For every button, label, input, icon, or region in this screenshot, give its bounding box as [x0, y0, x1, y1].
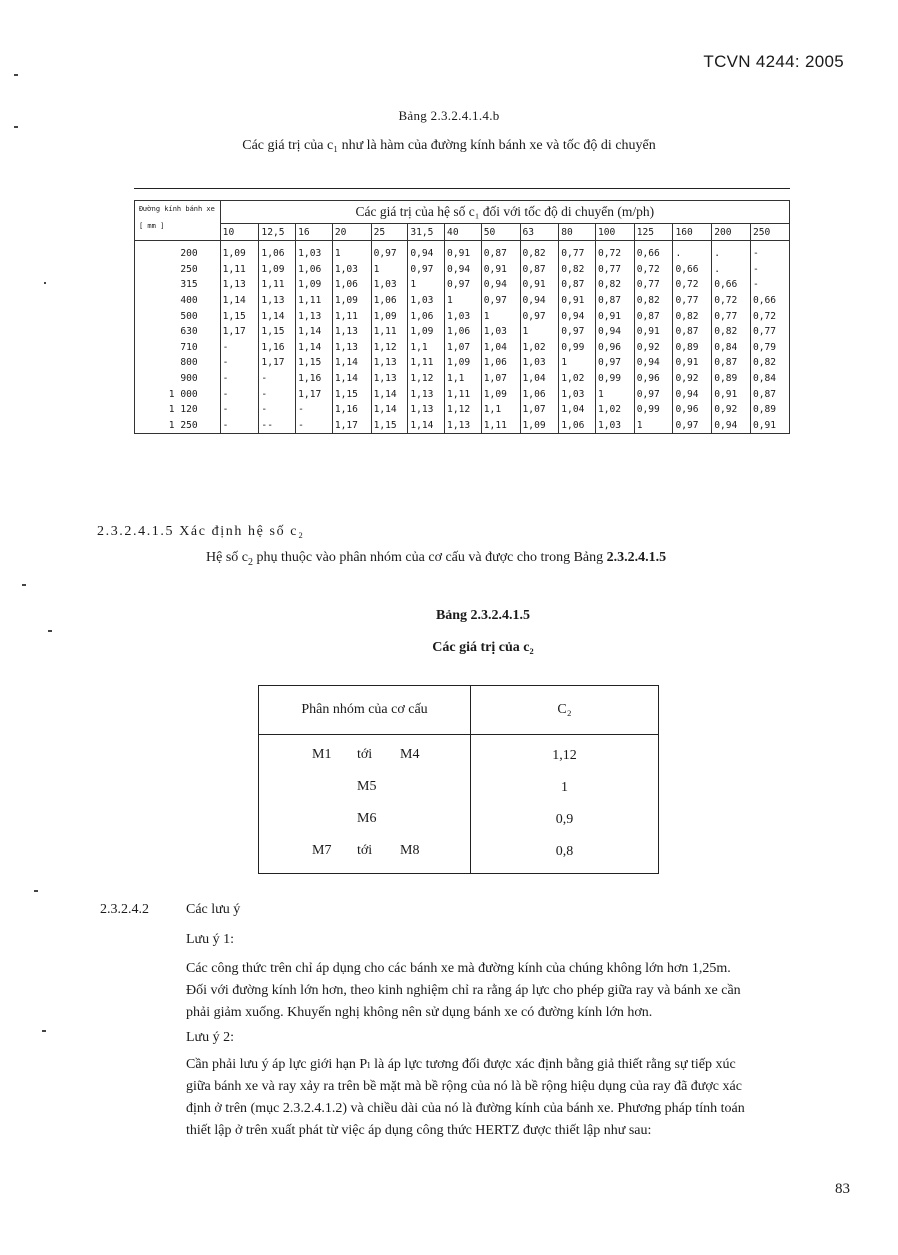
c1-value-cell: 0,91	[712, 386, 751, 402]
c1-value-cell: 0,94	[445, 262, 482, 278]
group-cell	[259, 772, 471, 804]
c1-value-cell: 1	[371, 262, 408, 278]
c1-value-cell: 0,96	[673, 402, 712, 418]
note2-line: định ở trên (mục 2.3.2.4.1.2) và chiều dài của nó là đường kính của bánh xe. Phương pháp tính toán	[186, 1101, 745, 1116]
c1-value-cell: 0,72	[634, 262, 673, 278]
group-part: M7	[312, 843, 332, 858]
diameter-cell: 710	[135, 340, 221, 356]
c1-value-cell: 1,03	[332, 262, 371, 278]
c1-value-cell: 0,94	[595, 324, 634, 340]
c1-value-cell: 1,09	[259, 262, 296, 278]
table-row	[135, 293, 790, 309]
standard-code: TCVN 4244: 2005	[703, 52, 844, 71]
c2-value-cell: 1,12	[552, 748, 577, 763]
c1-value-cell: 0,91	[520, 277, 559, 293]
c1-value-cell: -	[296, 402, 333, 418]
diameter-cell: 1 000	[135, 386, 221, 402]
c1-value-cell: 1,15	[259, 324, 296, 340]
speed-header-cell: 12,5	[259, 224, 296, 241]
c1-value-cell: 1,15	[332, 386, 371, 402]
c1-value-cell: 1,09	[371, 308, 408, 324]
c1-value-cell: 1,06	[481, 355, 520, 371]
c1-value-cell: 0,99	[595, 371, 634, 387]
c1-value-cell: 0,91	[481, 262, 520, 278]
c1-value-cell: 1,07	[445, 340, 482, 356]
c1-value-cell: 1,02	[520, 340, 559, 356]
c1-value-cell: 1	[595, 386, 634, 402]
c1-value-cell: 1,06	[520, 386, 559, 402]
diameter-cell: 200	[135, 241, 221, 262]
c1-value-cell: 1,02	[559, 371, 596, 387]
c1-value-cell: 1,03	[408, 293, 445, 309]
c1-value-cell: 1,11	[481, 418, 520, 434]
scan-speck	[44, 282, 46, 284]
c1-value-cell: 0,91	[559, 293, 596, 309]
c1-value-cell: 1,07	[481, 371, 520, 387]
c1-value-cell: 0,94	[634, 355, 673, 371]
speed-header-cell: 200	[712, 224, 751, 241]
c2-value-cell: 0,9	[555, 812, 574, 827]
c1-value-cell: 1,06	[445, 324, 482, 340]
c1-value-cell: 0,94	[559, 308, 596, 324]
speed-header-cell: 40	[445, 224, 482, 241]
c1-value-cell: 0,91	[445, 241, 482, 262]
c1-value-cell: 1,13	[332, 340, 371, 356]
c1-value-cell: 0,82	[595, 277, 634, 293]
table1-body	[135, 241, 790, 434]
c1-value-cell: 0,91	[750, 418, 789, 434]
c1-value-cell: 0,97	[481, 293, 520, 309]
speed-header-row	[135, 224, 790, 241]
c1-value-cell: 1,12	[408, 371, 445, 387]
scan-speck	[14, 74, 18, 76]
c1-value-cell: 1,12	[371, 340, 408, 356]
c1-value-cell: 0,97	[445, 277, 482, 293]
c1-value-cell: 0,72	[712, 293, 751, 309]
c1-value-cell: -	[750, 241, 789, 262]
c1-value-cell: 1,03	[559, 386, 596, 402]
c1-value-cell: 1,06	[559, 418, 596, 434]
diameter-cell: 900	[135, 371, 221, 387]
scan-speck	[14, 126, 18, 128]
diameter-cell: 1 120	[135, 402, 221, 418]
notes-section-number: 2.3.2.4.2	[100, 902, 149, 917]
c1-value-cell: 0,82	[673, 308, 712, 324]
group-part: M8	[400, 843, 420, 858]
note2-line: Cần phải lưu ý áp lực giới hạn Pₗ là áp lực tương đối được xác định bằng giả thiết rằng sự tiếp xúc	[186, 1057, 736, 1072]
c1-value-cell: 1,13	[445, 418, 482, 434]
table1-top-rule	[134, 188, 790, 189]
c1-value-cell: 0,66	[750, 293, 789, 309]
table-row	[135, 418, 790, 434]
c1-value-cell: 0,79	[750, 340, 789, 356]
c1-value-cell: 1,13	[220, 277, 259, 293]
c1-value-cell: 0,87	[712, 355, 751, 371]
c1-value-cell: -	[259, 371, 296, 387]
c2-value-cell: 0,8	[555, 844, 574, 859]
c1-value-cell: 0,96	[595, 340, 634, 356]
c1-value-cell: 0,92	[673, 371, 712, 387]
table-row	[135, 371, 790, 387]
c1-value-cell: 0,92	[634, 340, 673, 356]
c1-value-cell: 1,09	[520, 418, 559, 434]
c1-value-cell: -	[220, 386, 259, 402]
c1-value-cell: 1,09	[296, 277, 333, 293]
c1-value-cell: 1,09	[481, 386, 520, 402]
c1-value-cell: 0,66	[634, 241, 673, 262]
c1-value-cell: 0,84	[712, 340, 751, 356]
c1-value-cell: 0,96	[634, 371, 673, 387]
c1-value-cell: 0,97	[520, 308, 559, 324]
table-row	[135, 308, 790, 324]
c1-value-cell: 1,09	[220, 241, 259, 262]
c1-value-cell: 1,09	[332, 293, 371, 309]
group-label	[260, 773, 469, 803]
c1-value-cell: 0,87	[520, 262, 559, 278]
c1-value-cell: 1,11	[445, 386, 482, 402]
c1-value-cell: 1,13	[371, 355, 408, 371]
group-part: M5	[357, 779, 377, 794]
c1-value-cell: 1,13	[296, 308, 333, 324]
c1-value-cell: 1,11	[296, 293, 333, 309]
c1-value-cell: 1,14	[332, 371, 371, 387]
c1-value-cell: 1,09	[445, 355, 482, 371]
speed-header-cell: 25	[371, 224, 408, 241]
c1-value-cell: 1,17	[259, 355, 296, 371]
notes-section-title: Các lưu ý	[186, 902, 241, 917]
table-row	[135, 241, 790, 262]
c1-value-cell: 1,06	[408, 308, 445, 324]
group-part: tới	[357, 843, 373, 858]
c1-value-cell: 0,92	[712, 402, 751, 418]
c1-value-cell: 1,17	[296, 386, 333, 402]
row-header-cell	[135, 201, 221, 241]
table2-caption: Bảng 2.3.2.4.1.5	[435, 608, 531, 623]
c1-value-cell: 1,04	[520, 371, 559, 387]
c1-value-cell: .	[712, 262, 751, 278]
c1-value-cell: 0,66	[712, 277, 751, 293]
c1-value-cell: 0,94	[408, 241, 445, 262]
c1-value-cell: 0,77	[673, 293, 712, 309]
note1-label: Lưu ý 1:	[186, 932, 235, 947]
c1-value-cell: 0,82	[712, 324, 751, 340]
c1-value-cell: 1,16	[296, 371, 333, 387]
group-part: M6	[357, 811, 377, 826]
c1-value-cell: 1,11	[332, 308, 371, 324]
c1-value-cell: 1,04	[481, 340, 520, 356]
c1-value-cell: 1,1	[445, 371, 482, 387]
c1-value-cell: 1,13	[408, 386, 445, 402]
speed-header-cell: 16	[296, 224, 333, 241]
note1-line: Các công thức trên chỉ áp dụng cho các bánh xe mà đường kính của chúng không lớn hơn 1,25m.	[186, 961, 731, 976]
c1-value-cell: 0,72	[595, 241, 634, 262]
c1-value-cell: 0,87	[673, 324, 712, 340]
c1-value-cell: 1	[445, 293, 482, 309]
c1-value-cell: 1,03	[296, 241, 333, 262]
c1-value-cell: 1	[559, 355, 596, 371]
speed-header-cell: 31,5	[408, 224, 445, 241]
diameter-cell: 630	[135, 324, 221, 340]
c1-value-cell: 0,91	[595, 308, 634, 324]
c1-value-cell: 0,82	[520, 241, 559, 262]
speed-header-cell: 250	[750, 224, 789, 241]
note2-line: giữa bánh xe và ray xảy ra trên bề mặt mà bề rộng của nó là bề rộng hiệu dụng của ray đã được xác	[186, 1079, 742, 1094]
note1-line: phải giảm xuống. Khuyến nghị không nên sử dụng bánh xe có đường kính lớn hơn.	[186, 1005, 653, 1020]
c1-value-cell: 1,06	[259, 241, 296, 262]
diameter-cell: 1 250	[135, 418, 221, 434]
c1-value-cell: -	[296, 418, 333, 434]
c1-value-cell: 1,14	[220, 293, 259, 309]
table-row	[135, 262, 790, 278]
c1-value-cell: 0,89	[712, 371, 751, 387]
speed-header-cell: 80	[559, 224, 596, 241]
group-part: M4	[400, 747, 420, 762]
c1-value-cell: 1,14	[332, 355, 371, 371]
c1-value-cell: 0,87	[559, 277, 596, 293]
c1-value-cell: 0,72	[750, 308, 789, 324]
c1-value-cell: 0,77	[750, 324, 789, 340]
c1-value-cell: 1	[408, 277, 445, 293]
c1-value-cell: 1,03	[520, 355, 559, 371]
speed-header-cell: 100	[595, 224, 634, 241]
c1-value-cell: 1,1	[481, 402, 520, 418]
table-row	[135, 340, 790, 356]
table-row	[259, 804, 659, 836]
c1-value-cell: 1,11	[408, 355, 445, 371]
c1-value-cell: 1,04	[559, 402, 596, 418]
c1-value-cell: 1,07	[520, 402, 559, 418]
c1-value-cell: 1,13	[259, 293, 296, 309]
scan-speck	[22, 584, 26, 586]
group-part: M1	[312, 747, 332, 762]
diameter-cell: 250	[135, 262, 221, 278]
c1-value-cell: --	[259, 418, 296, 434]
c1-value-cell: 1,06	[296, 262, 333, 278]
note1-text	[186, 958, 848, 1024]
table1-subcaption: Các giá trị của c₁ như là hàm của đường kính bánh xe và tốc độ di chuyển	[242, 138, 656, 153]
table-row	[135, 277, 790, 293]
diameter-cell: 800	[135, 355, 221, 371]
c1-value-cell: -	[220, 371, 259, 387]
c1-value-cell: 0,87	[481, 241, 520, 262]
c1-value-cell: 1,17	[332, 418, 371, 434]
c1-value-cell: 0,94	[520, 293, 559, 309]
c1-value-cell: 0,99	[634, 402, 673, 418]
c1-value-cell: 0,82	[750, 355, 789, 371]
table-row	[259, 836, 659, 874]
c1-value-cell: 0,77	[559, 241, 596, 262]
c1-value-cell: 0,91	[634, 324, 673, 340]
c1-value-cell: -	[750, 277, 789, 293]
table-row	[135, 402, 790, 418]
group-part: tới	[357, 747, 373, 762]
c1-value-cell: 1	[481, 308, 520, 324]
c1-value-cell: 1	[520, 324, 559, 340]
c1-value-cell: 0,77	[712, 308, 751, 324]
c1-value-cell: 0,94	[712, 418, 751, 434]
table-row	[259, 772, 659, 804]
note1-line: Đối với đường kính lớn hơn, theo kinh nghiệm chỉ ra rằng áp lực cho phép giữa ray và bánh xe cần	[186, 983, 741, 998]
c1-value-cell: 1,11	[220, 262, 259, 278]
speed-header-cell: 160	[673, 224, 712, 241]
c1-value-cell: 0,99	[559, 340, 596, 356]
group-cell	[259, 836, 471, 874]
c1-value-cell: -	[220, 418, 259, 434]
c1-value-cell: 0,94	[481, 277, 520, 293]
c1-value-cell: .	[712, 241, 751, 262]
row-header-unit: [ mm ]	[139, 222, 165, 230]
table2-title: Các giá trị của c₂	[432, 640, 534, 655]
column-title: Các giá trị của hệ số c₁ đối với tốc độ di chuyển (m/ph)	[220, 201, 789, 224]
row-header-label: Đường kính bánh xe	[139, 205, 215, 213]
c1-value-cell: 1,15	[371, 418, 408, 434]
speed-header-cell: 63	[520, 224, 559, 241]
c1-value-cell: 1,13	[371, 371, 408, 387]
c1-value-cell: 1,03	[481, 324, 520, 340]
c1-value-cell: 1,1	[408, 340, 445, 356]
diameter-cell: 315	[135, 277, 221, 293]
speed-header-cell: 125	[634, 224, 673, 241]
c1-value-cell: 0,97	[595, 355, 634, 371]
c1-value-cell: -	[259, 402, 296, 418]
c1-value-cell: 1,16	[332, 402, 371, 418]
c1-value-cell: 0,89	[750, 402, 789, 418]
c1-value-cell: 1,14	[296, 324, 333, 340]
group-label	[260, 837, 469, 867]
scan-speck	[48, 630, 52, 632]
diameter-cell: 500	[135, 308, 221, 324]
table-row	[259, 735, 659, 773]
scan-speck	[34, 890, 38, 892]
c1-value-cell: 1,14	[408, 418, 445, 434]
c1-value-cell: 1	[332, 241, 371, 262]
c1-value-cell: 0,77	[595, 262, 634, 278]
c1-value-cell: 1,15	[220, 308, 259, 324]
c1-value-cell: 0,94	[673, 386, 712, 402]
group-label	[260, 805, 469, 835]
page-number: 83	[835, 1181, 850, 1197]
speed-header-cell: 10	[220, 224, 259, 241]
c1-value-cell: 1,02	[595, 402, 634, 418]
c1-value-cell: 0,97	[559, 324, 596, 340]
c1-value-cell: 0,77	[634, 277, 673, 293]
c1-value-cell: 1,06	[332, 277, 371, 293]
c1-value-cell: 1	[634, 418, 673, 434]
c1-value-cell: -	[220, 355, 259, 371]
c1-value-cell: -	[220, 402, 259, 418]
c1-value-cell: 0,82	[634, 293, 673, 309]
table-row	[135, 355, 790, 371]
c1-value-cell: 0,97	[371, 241, 408, 262]
table1-caption: Bảng 2.3.2.4.1.4.b	[398, 108, 500, 123]
c1-value-cell: 1,15	[296, 355, 333, 371]
c1-value-cell: 1,11	[371, 324, 408, 340]
diameter-cell: 400	[135, 293, 221, 309]
c1-value-cell: 0,66	[673, 262, 712, 278]
c1-value-cell: -	[750, 262, 789, 278]
group-label	[260, 741, 469, 771]
c1-value-cell: 1,06	[371, 293, 408, 309]
c1-value-cell: 1,03	[371, 277, 408, 293]
c1-value-cell: 0,82	[559, 262, 596, 278]
c1-value-cell: 1,14	[259, 308, 296, 324]
section-c2-body: Hệ số $c_2$ phụ thuộc vào phân nhóm của cơ cấu và được cho trong Bảng 2.3.2.4.1.5	[206, 550, 667, 568]
table-row	[135, 324, 790, 340]
c1-value-cell: 0,87	[750, 386, 789, 402]
c1-value-cell: 0,91	[673, 355, 712, 371]
c1-value-cell: 1,13	[408, 402, 445, 418]
c1-value-cell: 1,03	[445, 308, 482, 324]
c1-value-cell: 0,97	[634, 386, 673, 402]
speed-header-cell: 20	[332, 224, 371, 241]
c1-value-cell: 0,87	[595, 293, 634, 309]
section-c2-heading: 2.3.2.4.1.5 Xác định hệ số c₂	[97, 524, 305, 539]
c1-value-cell: -	[259, 386, 296, 402]
c1-value-cell: 1,16	[259, 340, 296, 356]
c1-value-cell: 1,03	[595, 418, 634, 434]
group-cell	[259, 735, 471, 773]
c1-value-cell: 0,97	[408, 262, 445, 278]
table2	[258, 685, 659, 874]
table2-col-b-header: C₂	[471, 686, 659, 735]
c1-value-cell: 1,12	[445, 402, 482, 418]
table-row	[135, 386, 790, 402]
c1-value-cell: 1,14	[371, 402, 408, 418]
table2-col-a-header: Phân nhóm của cơ cấu	[259, 686, 471, 735]
c1-value-cell: 1,14	[371, 386, 408, 402]
c1-value-cell: 1,14	[296, 340, 333, 356]
c1-value-cell: 0,72	[673, 277, 712, 293]
note2-line: thiết lập ở trên xuất phát từ việc áp dụng công thức HERTZ được thiết lập như sau:	[186, 1123, 652, 1138]
c1-value-cell: 0,84	[750, 371, 789, 387]
scan-speck	[42, 1030, 46, 1032]
table1	[134, 200, 790, 434]
group-cell	[259, 804, 471, 836]
speed-header-cell: 50	[481, 224, 520, 241]
c1-value-cell: 1,09	[408, 324, 445, 340]
c1-value-cell: 0,87	[634, 308, 673, 324]
note2-text	[186, 1054, 848, 1142]
c2-value-cell: 1	[561, 780, 568, 795]
c1-value-cell: 0,89	[673, 340, 712, 356]
note2-label: Lưu ý 2:	[186, 1030, 235, 1045]
c1-value-cell: -	[220, 340, 259, 356]
c1-value-cell: .	[673, 241, 712, 262]
c1-value-cell: 1,11	[259, 277, 296, 293]
c1-value-cell: 0,97	[673, 418, 712, 434]
table2-body	[259, 735, 659, 874]
c1-value-cell: 1,13	[332, 324, 371, 340]
c1-value-cell: 1,17	[220, 324, 259, 340]
